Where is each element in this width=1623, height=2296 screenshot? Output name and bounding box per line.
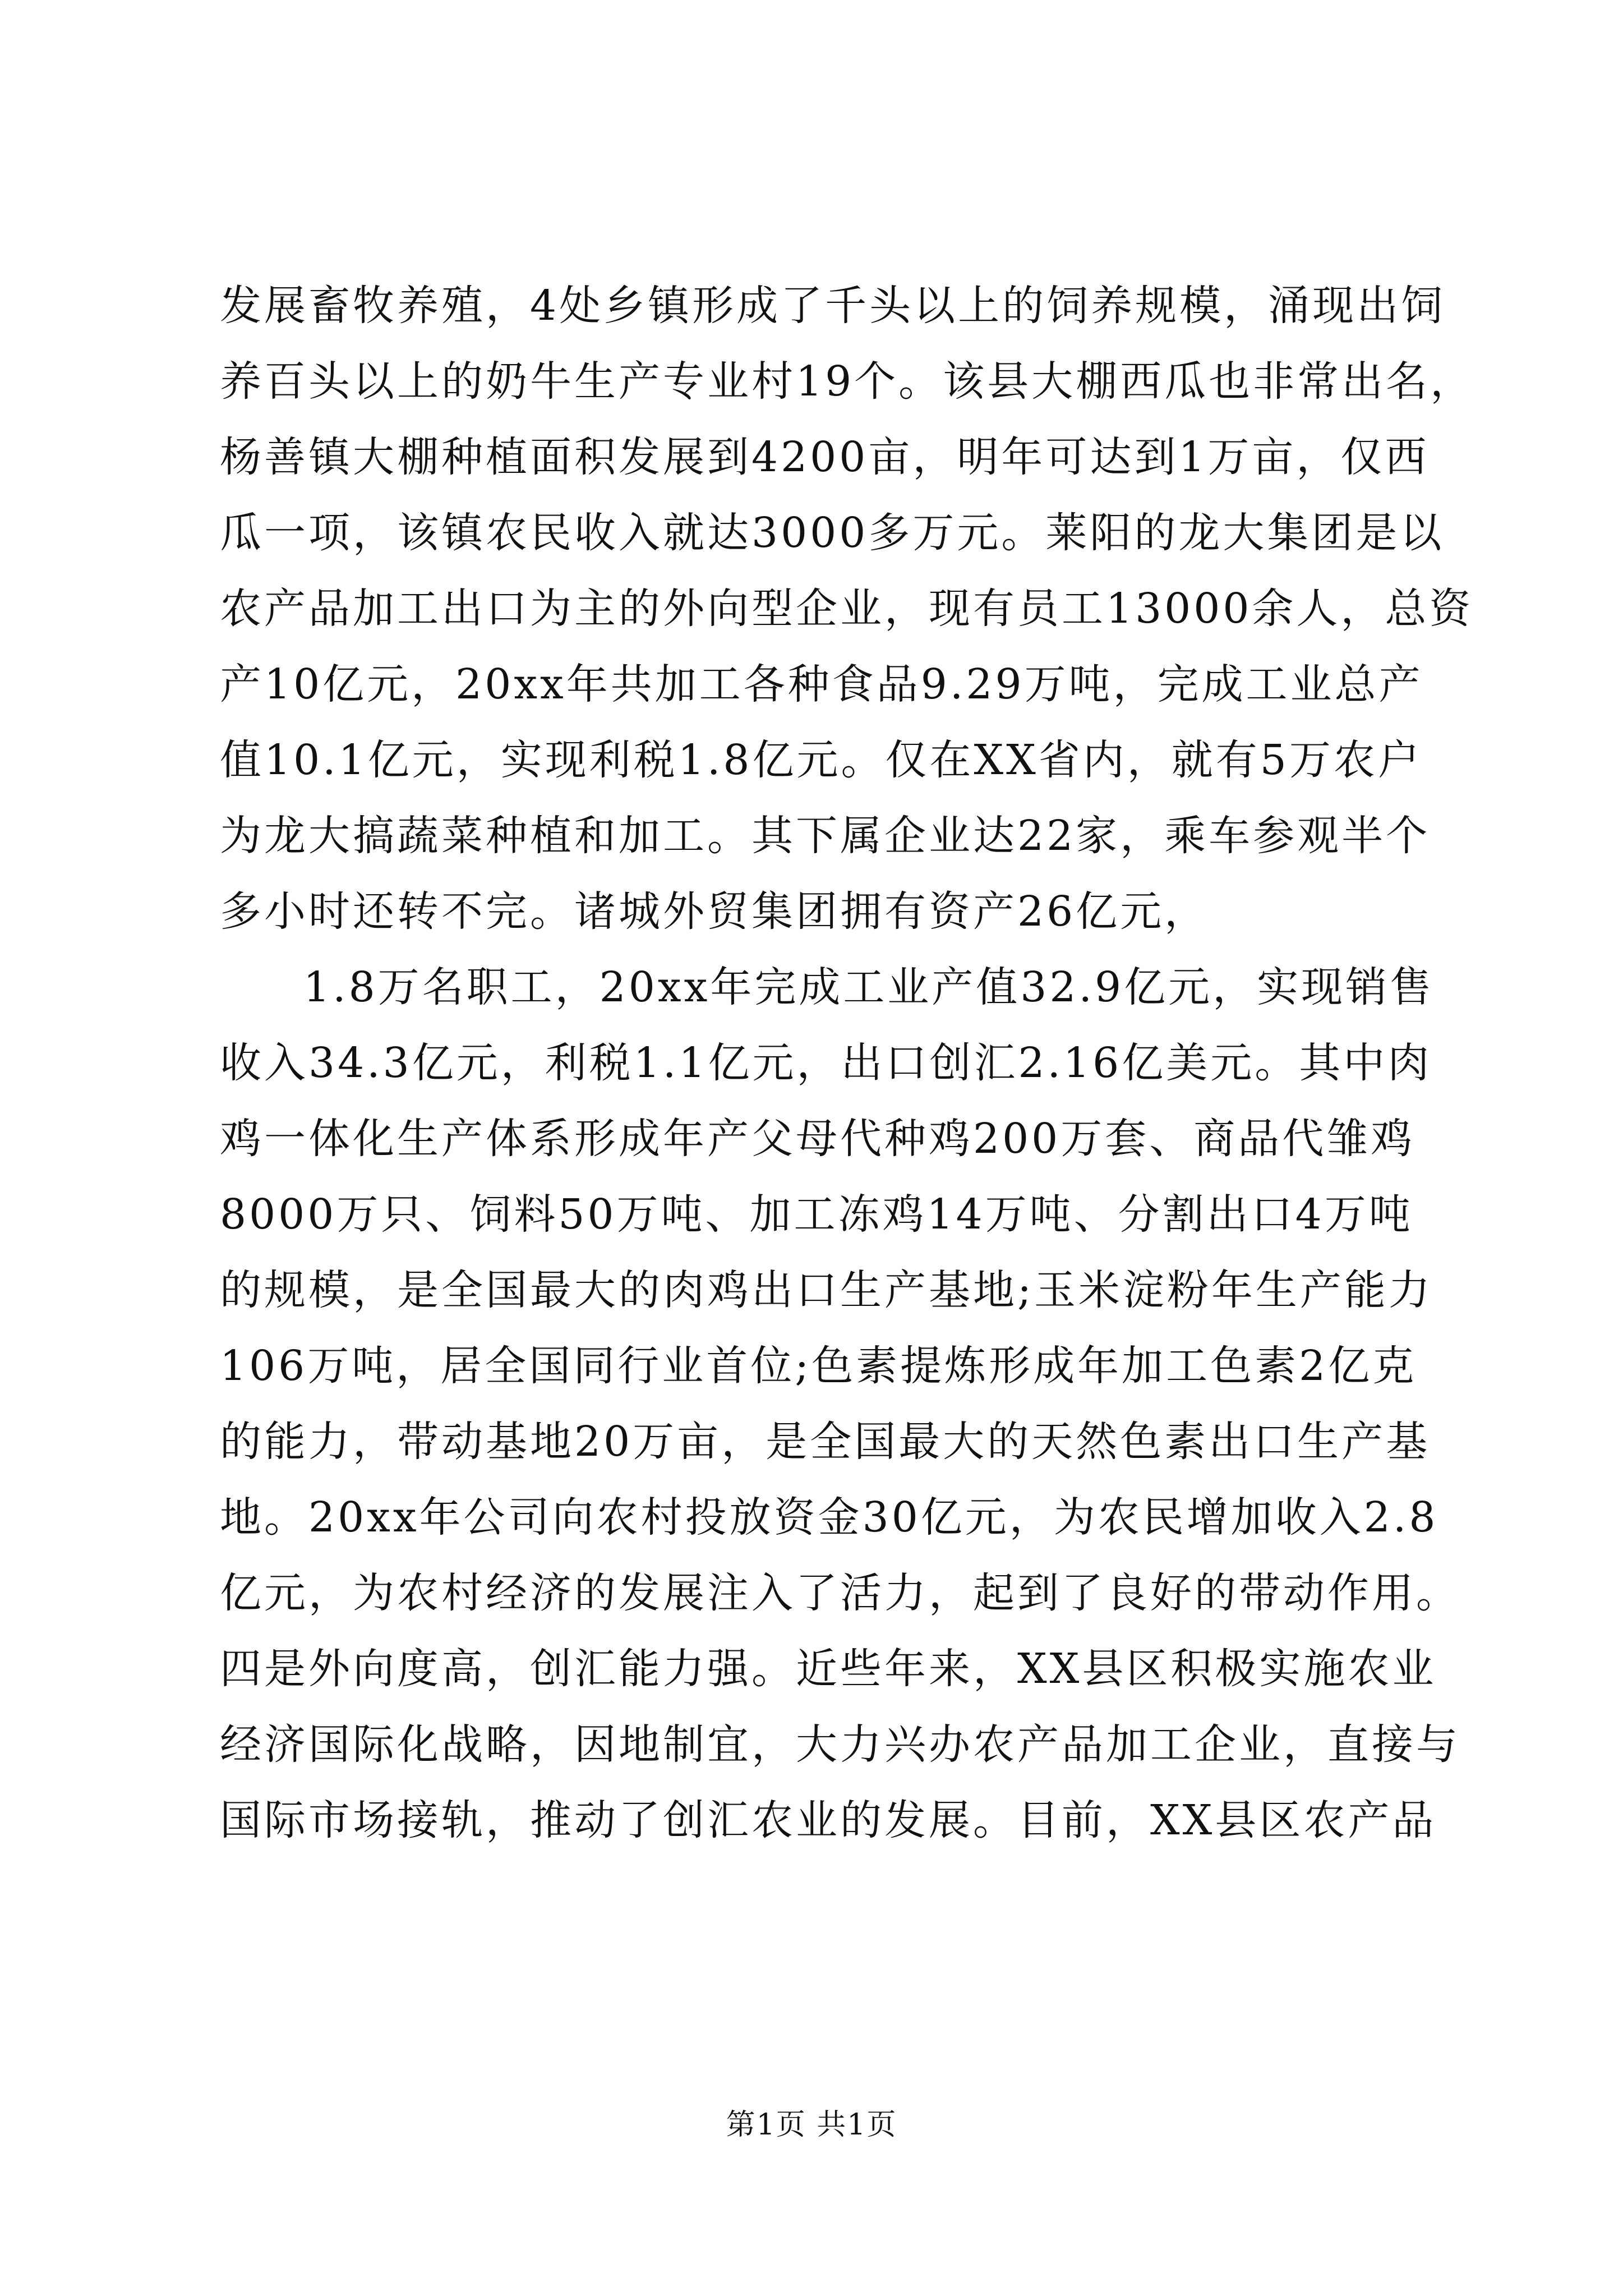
page-footer	[0, 2101, 1623, 2143]
text-line: 瓜一项，该镇农民收入就达3000多万元。莱阳的龙大集团是以	[220, 509, 1445, 557]
text-line: 农产品加工出口为主的外向型企业，现有员工13000余人，总资	[220, 585, 1474, 633]
text-line: 地。20xx年公司向农村投放资金30亿元，为农民增加收入2.8	[220, 1493, 1438, 1542]
text-line: 养百头以上的奶牛生产专业村19个。该县大棚西瓜也非常出名，	[220, 357, 1475, 406]
text-line: 发展畜牧养殖，4处乡镇形成了千头以上的饲养规模，涌现出饲	[220, 282, 1446, 330]
text-line: 8000万只、饲料50万吨、加工冻鸡14万吨、分割出口4万吨	[220, 1190, 1413, 1239]
page-number-label: 第1页 共1页	[726, 2108, 897, 2142]
text-line: 的规模，是全国最大的肉鸡出口生产基地;玉米淀粉年生产能力	[220, 1266, 1433, 1314]
text-line: 多小时还转不完。诸城外贸集团拥有资产26亿元，	[220, 887, 1209, 936]
text-line: 四是外向度高，创汇能力强。近些年来，XX县区积极实施农业	[220, 1645, 1437, 1693]
text-line: 收入34.3亿元，利税1.1亿元，出口创汇2.16亿美元。其中肉	[220, 1039, 1432, 1087]
text-line: 的能力，带动基地20万亩，是全国最大的天然色素出口生产基	[220, 1418, 1431, 1466]
text-line: 经济国际化战略，因地制宜，大力兴办农产品加工企业，直接与	[220, 1720, 1460, 1769]
text-line: 为龙大搞蔬菜种植和加工。其下属企业达22家，乘车参观半个	[220, 812, 1431, 860]
document-body	[220, 268, 1475, 1858]
text-line: 国际市场接轨，推动了创汇农业的发展。目前，XX县区农产品	[220, 1796, 1437, 1844]
text-line: 亿元，为农村经济的发展注入了活力，起到了良好的带动作用。	[220, 1569, 1460, 1617]
text-line: 杨善镇大棚种植面积发展到4200亩，明年可达到1万亩，仅西	[220, 433, 1430, 481]
text-line: 值10.1亿元，实现利税1.8亿元。仅在XX省内，就有5万农户	[220, 736, 1422, 784]
text-line: 106万吨，居全国同行业首位;色素提炼形成年加工色素2亿克	[220, 1342, 1417, 1390]
text-line: 产10亿元，20xx年共加工各种食品9.29万吨，完成工业总产	[220, 660, 1423, 708]
text-line: 鸡一体化生产体系形成年产父母代种鸡200万套、商品代雏鸡	[220, 1115, 1415, 1163]
paragraph-start-line: 1.8万名职工，20xx年完成工业产值32.9亿元，实现销售	[303, 963, 1435, 1011]
